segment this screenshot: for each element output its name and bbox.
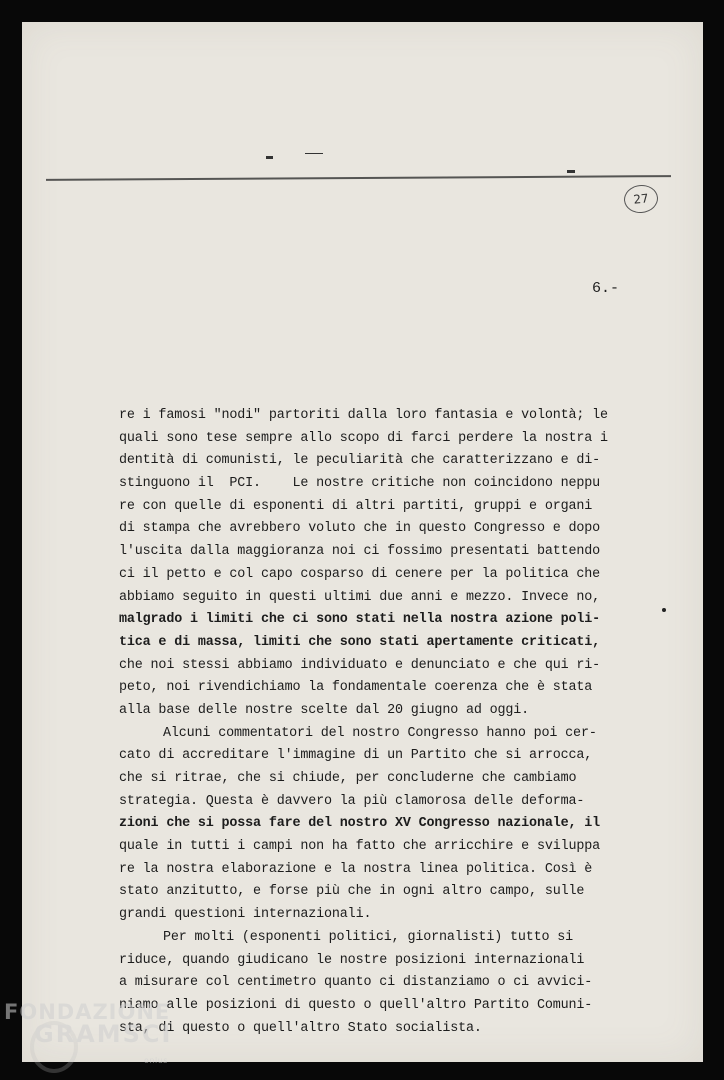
text-line: Per molti (esponenti politici, giornalisti) tutto si bbox=[163, 929, 574, 945]
text-line: dentità di comunisti, le peculiarità che caratterizzano e di- bbox=[119, 453, 601, 469]
watermark-line1: FONDAZIONE bbox=[4, 1000, 171, 1024]
text-line: malgrado i limiti che ci sono stati nella nostra azione poli- bbox=[119, 612, 601, 628]
watermark bbox=[4, 1000, 173, 1065]
watermark-line2: GRAMSCI bbox=[34, 1020, 173, 1048]
ink-speck bbox=[266, 156, 273, 159]
text-line: re i famosi "nodi" partoriti dalla loro fantasia e volontà; le bbox=[119, 408, 608, 423]
text-line: ci il petto e col capo cosparso di cenere per la politica che bbox=[119, 566, 601, 582]
text-line: quali sono tese sempre allo scopo di farci perdere la nostra i bbox=[119, 430, 608, 446]
text-line: tica e di massa, limiti che sono stati apertamente criticati, bbox=[119, 634, 601, 650]
text-line: re la nostra elaborazione e la nostra linea politica. Così è bbox=[119, 861, 593, 877]
page-number: 6.- bbox=[592, 280, 620, 297]
text-line: niamo alle posizioni di questo o quell'altro Partito Comuni- bbox=[119, 997, 593, 1013]
text-line: che noi stessi abbiamo individuato e denunciato e che qui ri- bbox=[119, 657, 601, 673]
text-line: l'uscita dalla maggioranza noi ci fossimo presentati battendo bbox=[119, 544, 601, 560]
body-text bbox=[119, 405, 639, 1040]
text-line: riduce, quando giudicano le nostre posizioni internazionali bbox=[119, 952, 585, 968]
text-line: sta, di questo o quell'altro Stato socialista. bbox=[119, 1020, 482, 1036]
ink-dot bbox=[662, 608, 666, 612]
text-line: stato anzitutto, e forse più che in ogni altro campo, sulle bbox=[119, 884, 585, 900]
archive-number: 27 bbox=[632, 191, 650, 207]
text-line: che si ritrae, che si chiude, per concluderne che cambiamo bbox=[119, 771, 577, 786]
text-line: cato di accreditare l'immagine di un Partito che si arrocca, bbox=[119, 748, 593, 764]
ink-speck bbox=[305, 153, 323, 154]
text-line: a misurare col centimetro quanto ci distanziamo o ci avvici- bbox=[119, 975, 593, 991]
document-page bbox=[22, 22, 703, 1062]
text-line: grandi questioni internazionali. bbox=[119, 907, 372, 923]
text-line: abbiamo seguito in questi ultimi due anni e mezzo. Invece no, bbox=[119, 589, 601, 605]
text-line: alla base delle nostre scelte dal 20 giugno ad oggi. bbox=[119, 702, 530, 718]
ink-speck bbox=[567, 170, 575, 173]
text-line: peto, noi rivendichiamo la fondamentale coerenza che è stata bbox=[119, 680, 593, 696]
text-line: quale in tutti i campi non ha fatto che arricchire e sviluppa bbox=[119, 839, 601, 855]
text-line: di stampa che avrebbero voluto che in questo Congresso e dopo bbox=[119, 521, 601, 537]
text-line: zioni che si possa fare del nostro XV Congresso nazionale, il bbox=[119, 816, 601, 832]
watermark-small: onlus bbox=[144, 1056, 168, 1065]
horizontal-rule bbox=[46, 175, 671, 181]
text-line: Alcuni commentatori del nostro Congresso hanno poi cer- bbox=[163, 725, 597, 741]
text-line: strategia. Questa è davvero la più clamorosa delle deforma- bbox=[119, 793, 585, 809]
archive-number-stamp bbox=[623, 183, 660, 214]
text-line: re con quelle di esponenti di altri partiti, gruppi e organi bbox=[119, 498, 593, 514]
text-line: stinguono il PCI. Le nostre critiche non coincidono neppu bbox=[119, 476, 601, 492]
